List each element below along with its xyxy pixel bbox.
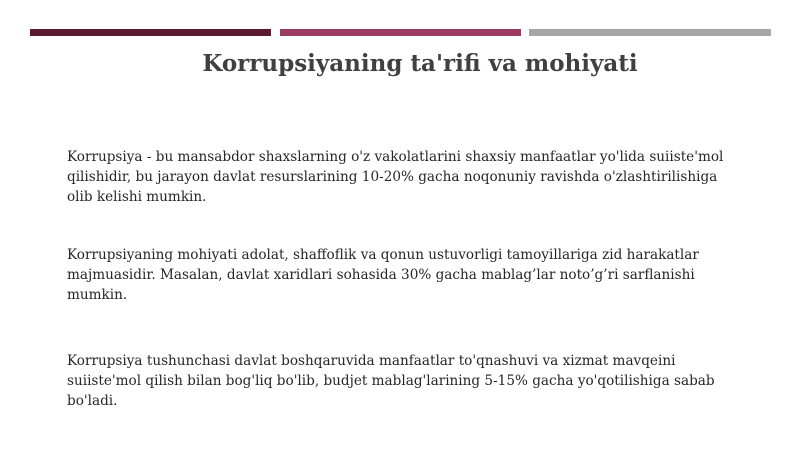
paragraph-definition: Korrupsiya - bu mansabdor shaxslarning o'z vakolatlarini shaxsiy manfaatlar yo'lida suiiste'mol qilishidir, bu jarayon davlat resurslarining 10-20% gacha noqonuniy ravishda o'zlashtirilishiga olib kelishi mumkin. [67,149,724,205]
paragraph-essence: Korrupsiyaning mohiyati adolat, shaffoflik va qonun ustuvorligi tamoyillariga zid harakatlar majmuasidir. Masalan, davlat xaridlari sohasida 30% gacha mablag’lar noto’g’ri sarflanishi mumkin. [67,247,699,303]
accent-bar-right [529,29,771,36]
accent-bar-middle [280,29,521,36]
accent-bar-left [30,29,271,36]
slide-title: Korrupsiyaning ta'rifi va mohiyati [202,50,638,77]
paragraph-concept: Korrupsiya tushunchasi davlat boshqaruvida manfaatlar to'qnashuvi va xizmat mavqeini suiiste'mol qilish bilan bog'liq bo'lib, budjet mablag'larining 5-15% gacha yo'qotilishiga sabab bo'ladi. [67,353,715,409]
